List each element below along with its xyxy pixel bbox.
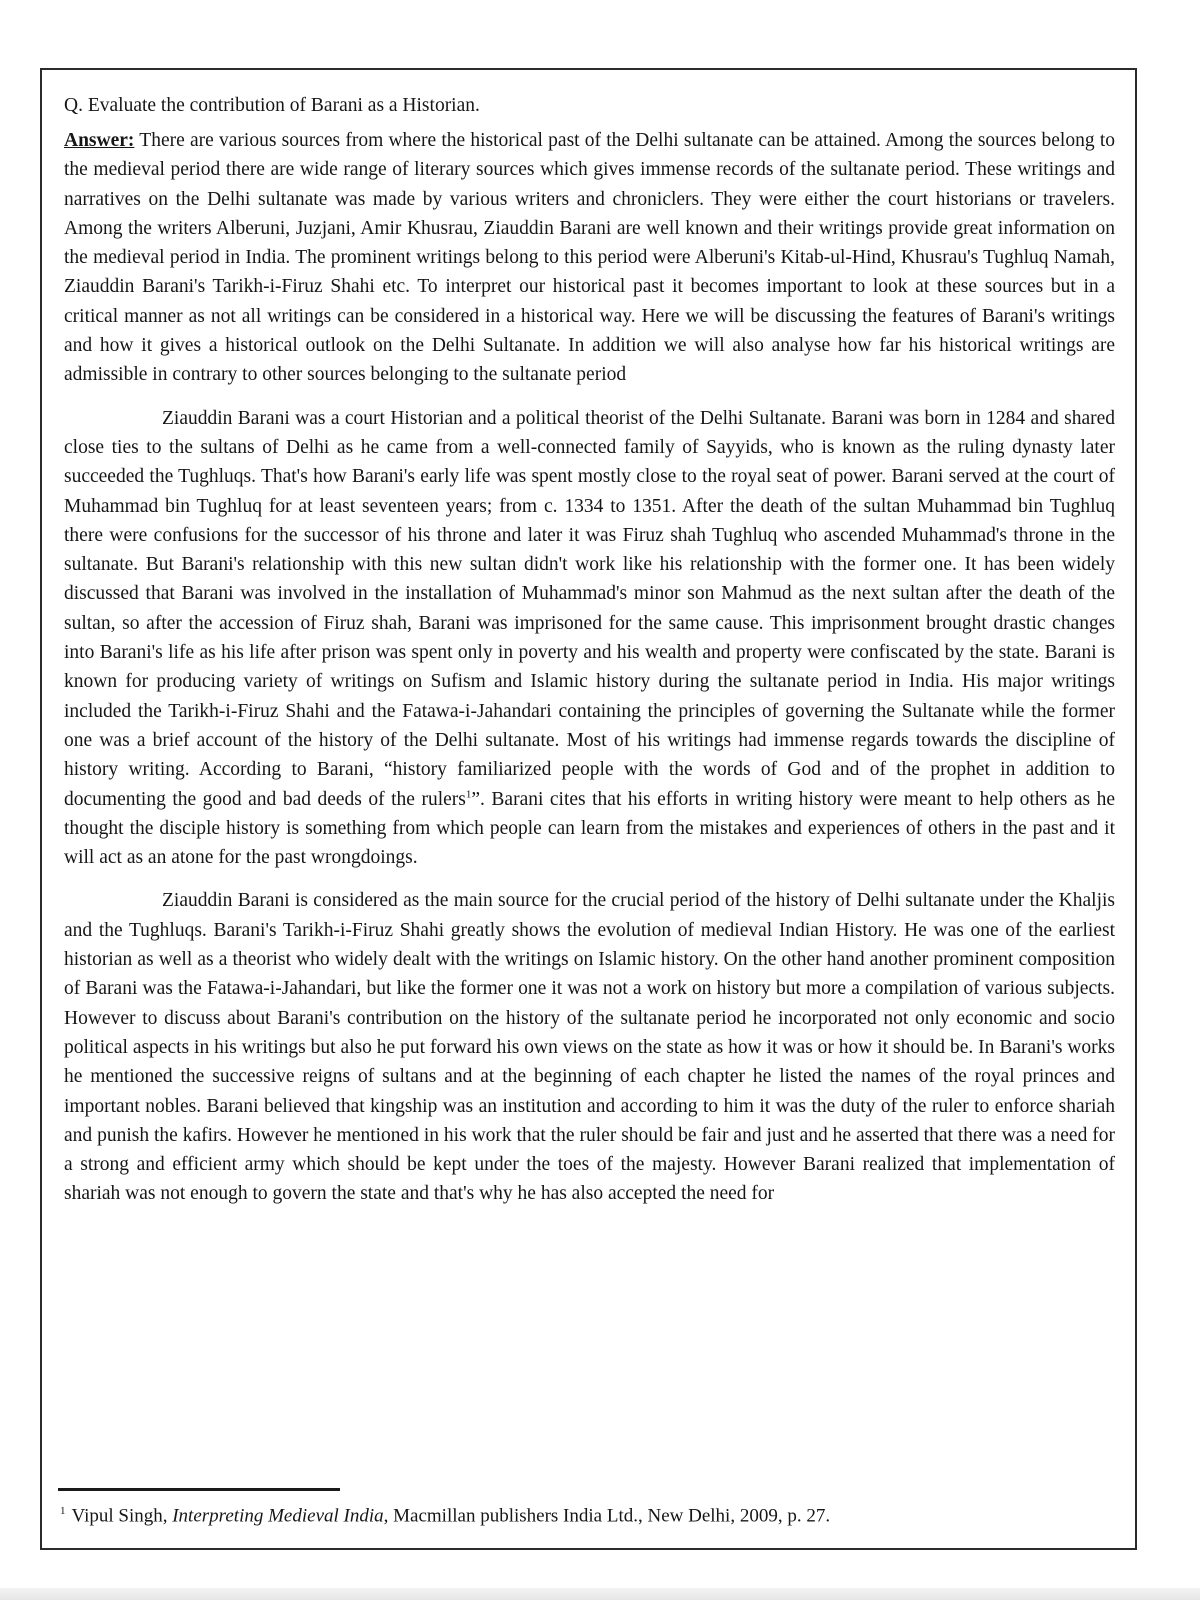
answer-label: Answer: [64, 130, 135, 151]
answer-paragraph-3 [64, 886, 1115, 1208]
footnote-author: Vipul Singh, [71, 1505, 173, 1527]
scan-bottom-edge [0, 1588, 1200, 1600]
footnote-reference[interactable]: 1 [465, 788, 472, 801]
footnote-number: 1 [60, 1505, 66, 1517]
answer-paragraph-2 [64, 404, 1115, 873]
paragraph-2-text-b: ”. Barani cites that his efforts in writing history were meant to help others as he thought the disciple history is something from which people can learn from the mistakes and experiences of others in the past and it will act as an atone for the past wrongdoings. [64, 788, 1115, 869]
footnote [60, 1498, 830, 1529]
footnote-publisher: , Macmillan publishers India Ltd., New Delhi, 2009, p. 27. [383, 1505, 831, 1527]
page-frame [40, 68, 1137, 1550]
question-heading: Q. Evaluate the contribution of Barani as a Historian. [64, 95, 480, 116]
paragraph-2-text-a: Ziauddin Barani was a court Historian and a political theorist of the Delhi Sultanate. Barani was born in 1284 and shared close ties to the sultans of Delhi as he came from a well-connected family of Sayyids, who is known as the ruling dynasty later succeeded the Tughluqs. That's how Barani's early life was spent mostly close to the royal seat of power. Barani served at the court of Muhammad bin Tughluq for at least seventeen years; from c. 1334 to 1351. After the death of the sultan Muhammad bin Tughluq there were confusions for the successor of his throne and later it was Firuz shah Tughluq who ascended Muhammad's throne in the sultanate. But Barani's relationship with this new sultan didn't work like his relationship with the former one. It has been widely discussed that Barani was involved in the installation of Muhammad's minor son Mahmud as the next sultan after the death of the sultan, so after the accession of Firuz shah, Barani was imprisoned for the same cause. This imprisonment brought drastic changes into Barani's life as his life after prison was spent only in poverty and his wealth and property were confiscated by the state. Barani is known for producing variety of writings on Sufism and Islamic history during the sultanate period in India. His major writings included the Tarikh-i-Firuz Shahi and the Fatawa-i-Jahandari containing the principles of governing the Sultanate while the former one was a brief account of the history of the Delhi sultanate. Most of his writings had immense regards towards the discipline of history writing. According to Barani, “history familiarized people with the words of God and of the prophet in addition to documenting the good and bad deeds of the rulers [64, 407, 1115, 810]
paragraph-1-text: There are various sources from where the historical past of the Delhi sultanate can be attained. Among the sources belong to the medieval period there are wide range of literary sources which gives immense records of the sultanate period. These writings and narratives on the Delhi sultanate was made by various writers and chroniclers. They were either the court historians or travelers. Among the writers Alberuni, Juzjani, Amir Khusrau, Ziauddin Barani are well known and their writings provide great information on the medieval period in India. The prominent writings belong to this period were Alberuni's Kitab-ul-Hind, Khusrau's Tughluq Namah, Ziauddin Barani's Tarikh-i-Firuz Shahi etc. To interpret our historical past it becomes important to look at these sources but in a critical manner as not all writings can be considered in a historical way. Here we will be discussing the features of Barani's writings and how it gives a historical outlook on the Delhi Sultanate. In addition we will also analyse how far his historical writings are admissible in contrary to other sources belonging to the sultanate period [64, 130, 1115, 386]
paragraph-3-text: Ziauddin Barani is considered as the main source for the crucial period of the history of Delhi sultanate under the Khaljis and the Tughluqs. Barani's Tarikh-i-Firuz Shahi greatly shows the evolution of medieval Indian History. He was one of the earliest historian as well as a theorist who widely dealt with the writings on Islamic history. On the other hand another prominent composition of Barani was the Fatawa-i-Jahandari, but like the former one it was not a work on history but more a compilation of various subjects. However to discuss about Barani's contribution on the history of the sultanate period he incorporated not only economic and socio political aspects in his writings but also he put forward his own views on the state as how it was or how it should be. In Barani's works he mentioned the successive reigns of sultans and at the beginning of each chapter he listed the names of the royal princes and important nobles. Barani believed that kingship was an institution and according to him it was the duty of the ruler to enforce shariah and punish the kafirs. However he mentioned in his work that the ruler should be fair and just and he asserted that there was a need for a strong and efficient army which should be kept under the toes of the majesty. However Barani realized that implementation of shariah was not enough to govern the state and that's why he has also accepted the need for [64, 890, 1115, 1205]
footnote-title: Interpreting Medieval India [172, 1505, 384, 1527]
footnote-divider [58, 1488, 340, 1491]
answer-paragraph-1 [64, 126, 1115, 390]
